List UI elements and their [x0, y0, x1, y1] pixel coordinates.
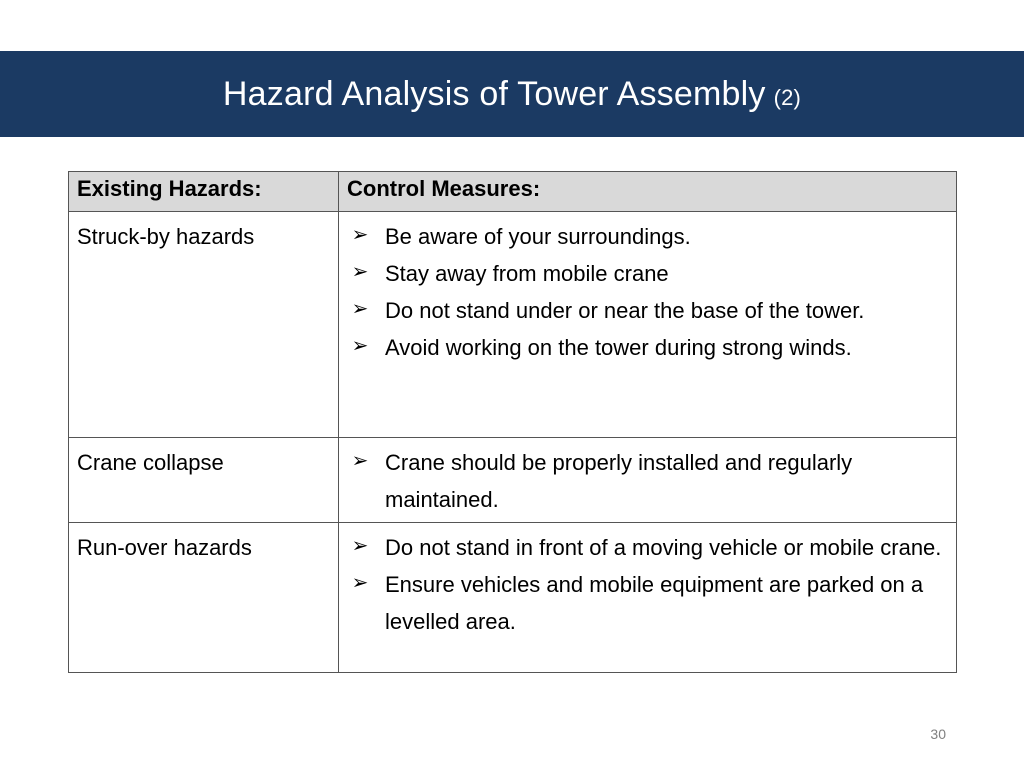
measure-text: Ensure vehicles and mobile equipment are parked on a levelled area.: [385, 572, 924, 634]
slide-title: [223, 75, 801, 114]
list-item: [347, 292, 948, 329]
list-item: [347, 218, 948, 255]
measures-cell: [339, 523, 957, 673]
slide-title-text: Hazard Analysis of Tower Assembly: [222, 74, 766, 113]
title-band: [0, 51, 1024, 137]
page-number: 30: [930, 726, 946, 742]
arrow-bullet-icon: ➢: [351, 535, 369, 557]
measures-cell: [339, 212, 957, 438]
header-existing-hazards: Existing Hazards:: [69, 172, 339, 212]
list-item: [347, 566, 948, 640]
arrow-bullet-icon: ➢: [351, 335, 369, 357]
table-row: [69, 212, 957, 438]
arrow-bullet-icon: ➢: [351, 224, 369, 246]
measure-text: Do not stand in front of a moving vehicle or mobile crane.: [385, 535, 942, 560]
measure-text: Stay away from mobile crane: [385, 261, 669, 286]
measure-text: Be aware of your surroundings.: [385, 224, 691, 249]
measures-list: [347, 444, 948, 518]
slide-title-suffix: (2): [773, 84, 802, 110]
table-row: [69, 523, 957, 673]
list-item: [347, 444, 948, 518]
hazard-cell: Crane collapse: [69, 438, 339, 523]
header-control-measures: Control Measures:: [339, 172, 957, 212]
measure-text: Avoid working on the tower during strong winds.: [385, 335, 852, 360]
list-item: [347, 255, 948, 292]
hazard-cell: Struck-by hazards: [69, 212, 339, 438]
arrow-bullet-icon: ➢: [351, 572, 369, 594]
arrow-bullet-icon: ➢: [351, 298, 369, 320]
table-row: [69, 438, 957, 523]
table-header-row: [69, 172, 957, 212]
measures-cell: [339, 438, 957, 523]
measure-text: Do not stand under or near the base of the tower.: [385, 298, 865, 323]
list-item: [347, 529, 948, 566]
arrow-bullet-icon: ➢: [351, 261, 369, 283]
list-item: [347, 329, 948, 366]
hazard-table: [68, 171, 957, 673]
measures-list: [347, 218, 948, 366]
hazard-cell: Run-over hazards: [69, 523, 339, 673]
measures-list: [347, 529, 948, 640]
arrow-bullet-icon: ➢: [351, 450, 369, 472]
measure-text: Crane should be properly installed and regularly maintained.: [385, 450, 853, 512]
